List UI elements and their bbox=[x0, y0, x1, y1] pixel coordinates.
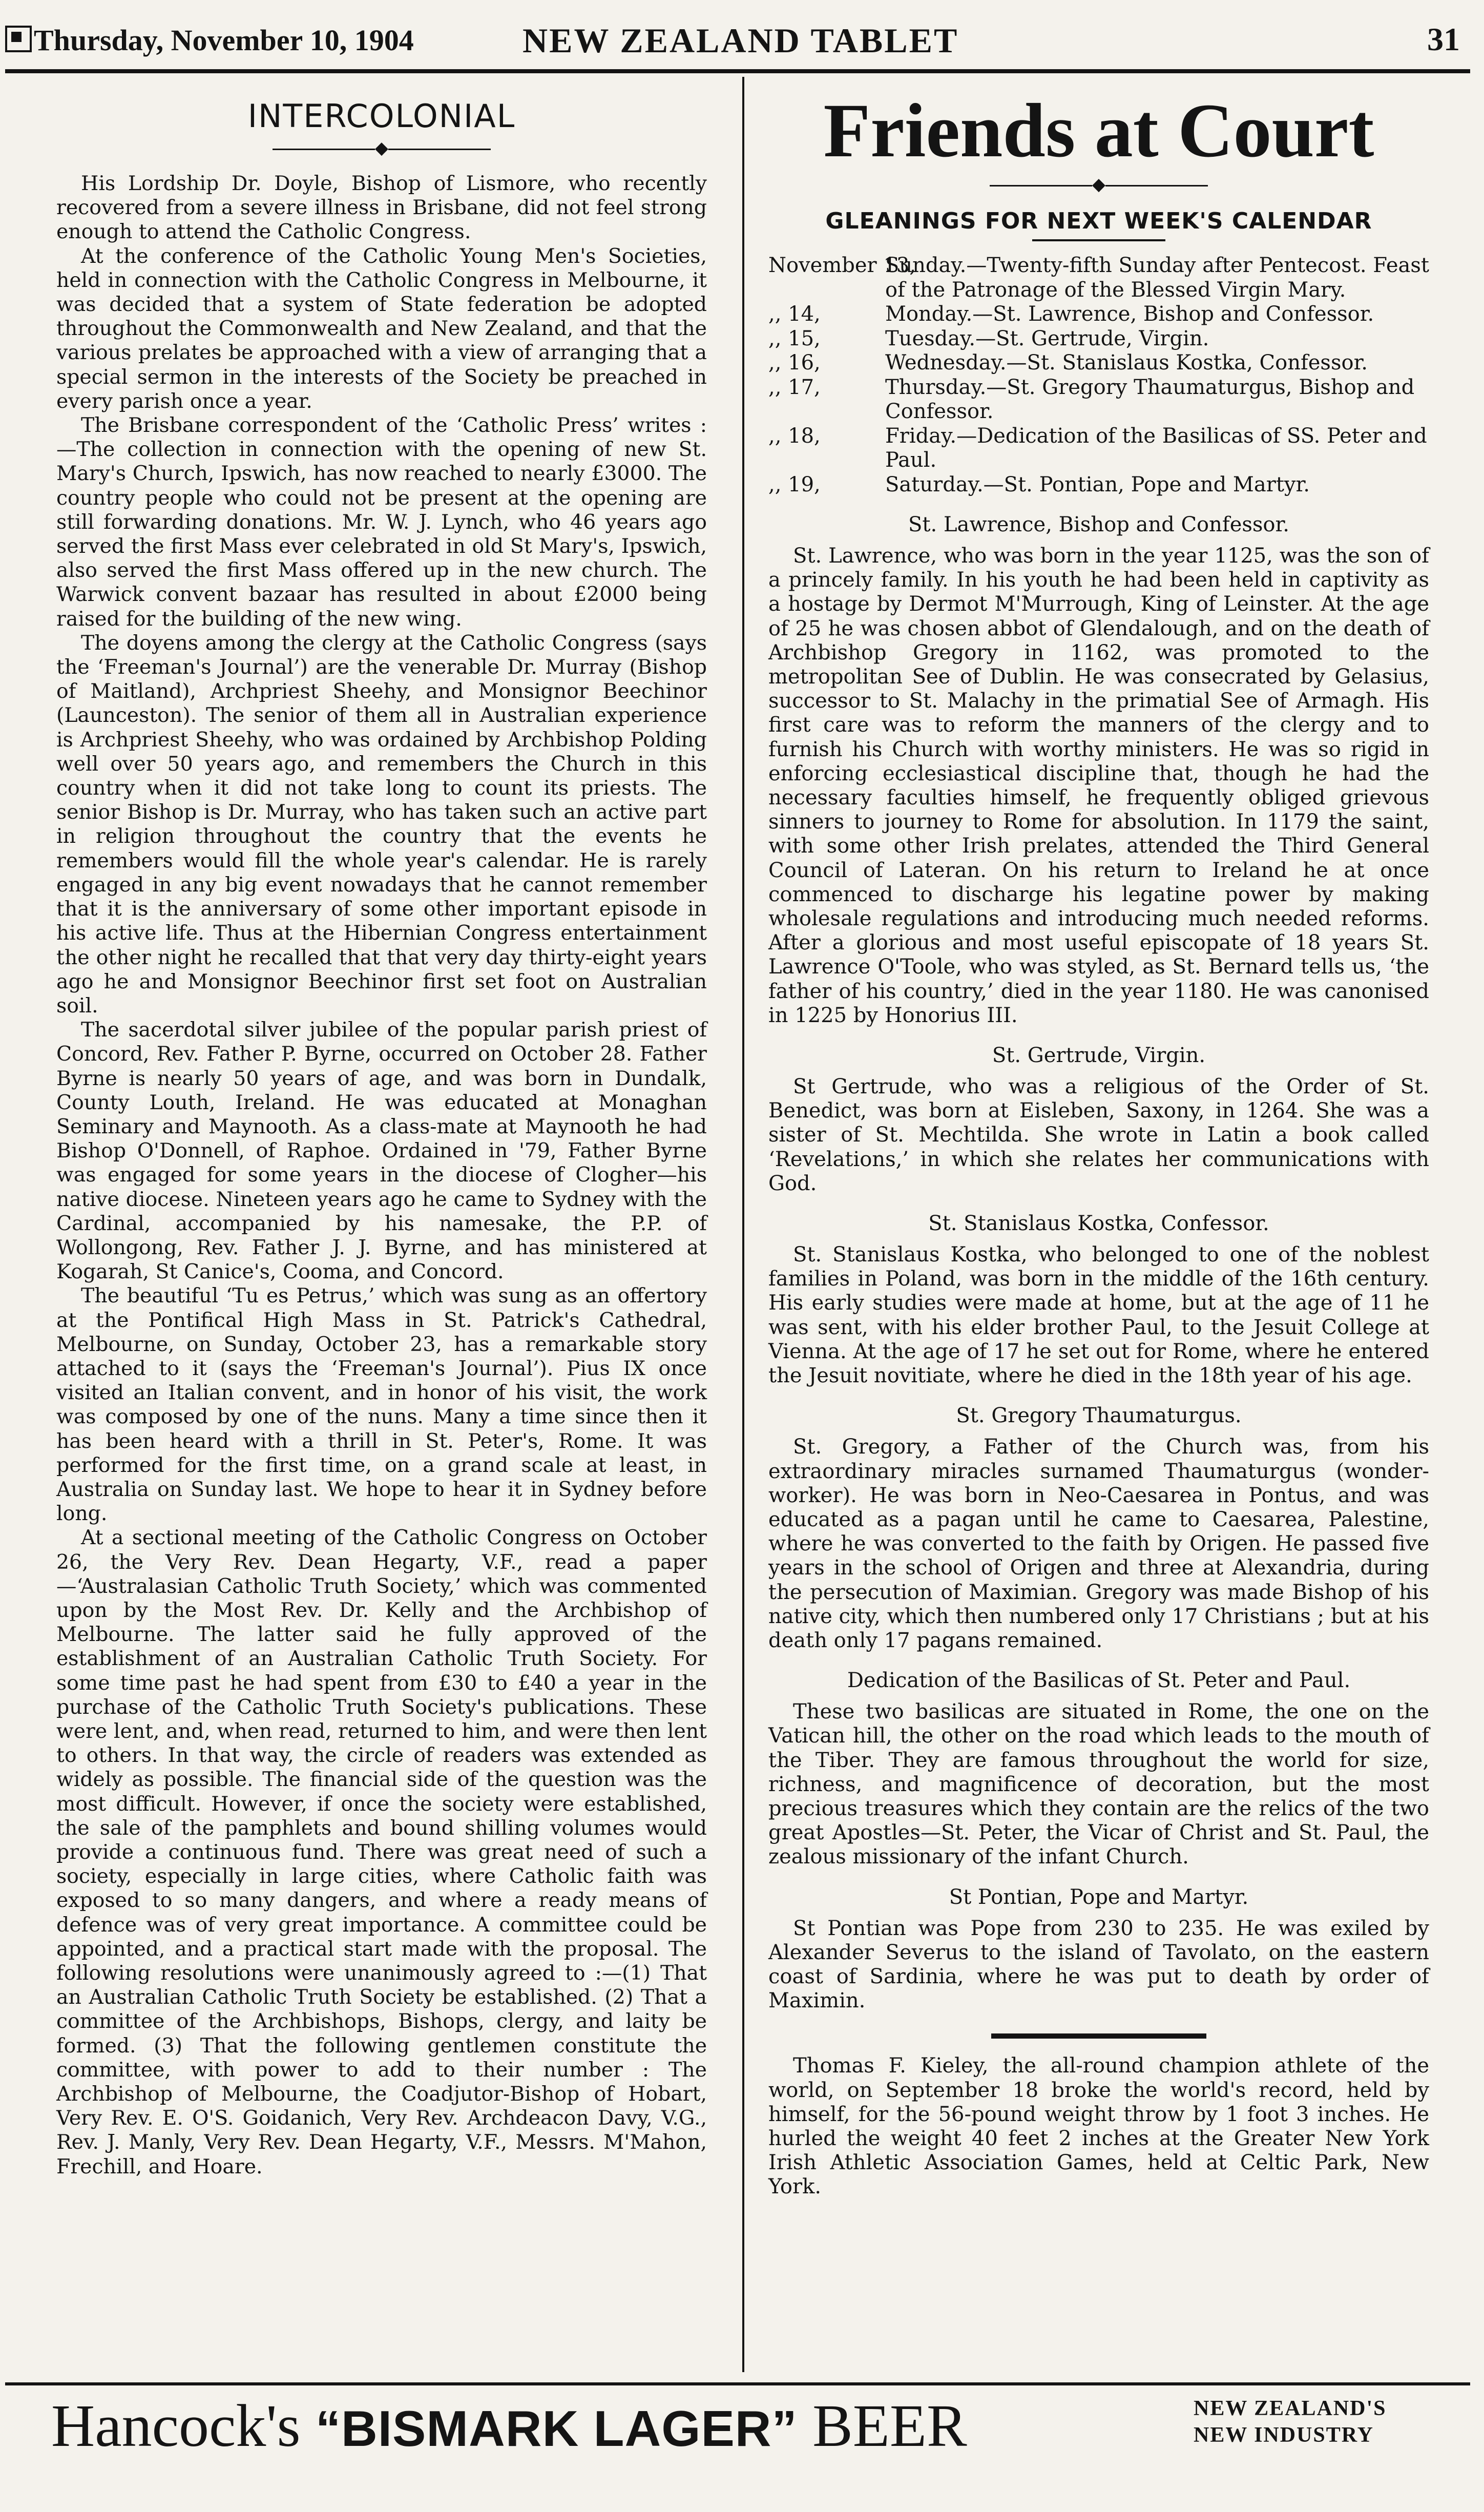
calendar-entry bbox=[768, 376, 1429, 424]
section-heading: Friends at Court bbox=[823, 88, 1374, 173]
section-heading: INTERCOLONIAL bbox=[247, 97, 516, 135]
advert-tagline-line: NEW ZEALAND'S bbox=[1194, 2397, 1387, 2420]
calendar-text: Saturday.—St. Pontian, Pope and Martyr. bbox=[885, 472, 1310, 496]
footer-rule bbox=[5, 2382, 1470, 2385]
calendar-list bbox=[768, 254, 1429, 497]
advert-line bbox=[51, 2390, 967, 2464]
saint-paragraph: These two basilicas are situated in Rome, the one on the Vatican hill, the other on the road which leads to the mouth of the Tiber. They are famous throughout the world for size, richness, and magnificence of decoration, but the most precious treasures which they contain are the relics of the two great Apostles—St. Peter, the Vicar of Christ and St. Paul, the zealous missionary of the infant Church. bbox=[768, 1700, 1429, 1869]
issue-date: Thursday, November 10, 1904 bbox=[5, 23, 414, 57]
calendar-entry bbox=[768, 473, 1429, 497]
calendar-entry bbox=[768, 302, 1429, 327]
saint-heading: St. Lawrence, Bishop and Confessor. bbox=[908, 513, 1289, 536]
calendar-text: Wednesday.—St. Stanislaus Kostka, Confessor. bbox=[885, 351, 1368, 375]
article-paragraph: The Brisbane correspondent of the ‘Catholic Press’ writes :—The collection in connection with the opening of new St. Mary's Church, Ipswich, has now reached to nearly £3000. The country people who could not be present at the opening are still forwarding donations. Mr. W. J. Lynch, who 46 years ago served the first Mass ever celebrated in old St Mary's, Ipswich, also served the first Mass offered up in the new church. The Warwick convent bazaar has resulted in about £2000 being raised for the building of the new wing. bbox=[56, 413, 707, 631]
diamond-ornament-icon: ◆ bbox=[768, 174, 1429, 195]
beer-advertisement bbox=[51, 2390, 1434, 2462]
article-paragraph: The beautiful ‘Tu es Petrus,’ which was sung as an offertory at the Pontifical High Mass in St. Patrick's Cathedral, Melbourne, on Sunday, October 23, has a remarkable story attached to it (says the ‘Freeman's Journal’). Pius IX once visited an Italian convent, and in honor of his visit, the work was composed by one of the nuns. Many a time since then it has been heard with a thrill in St. Peter's, Rome. It was performed for the first time, on a grand scale at least, in Australia on Sunday last. We hope to hear it in Sydney before long. bbox=[56, 1284, 707, 1526]
advert-tagline-line: NEW INDUSTRY bbox=[1194, 2423, 1374, 2447]
article-paragraph: The doyens among the clergy at the Catholic Congress (says the ‘Freeman's Journal’) are the venerable Dr. Murray (Bishop of Maitland), Archpriest Sheehy, and Monsignor Beechinor (Launceston). The senior of them all in Australian experience is Archpriest Sheehy, who was ordained by Archbishop Polding well over 50 years ago, and remembers the Church in this country when it did not take long to count its priests. The senior Bishop is Dr. Murray, who has taken such an active part in religion throughout the country that the events he remembers would fill the whole year's calendar. He is rarely engaged in any big event nowadays that he cannot remember that it is the anniversary of some other important episode in his active life. Thus at the Hibernian Congress entertainment the other night he recalled that that very day thirty-eight years ago he and Monsignor Beechinor first set foot on Australian soil. bbox=[56, 631, 707, 1018]
saint-heading: St Pontian, Pope and Martyr. bbox=[949, 1885, 1249, 1909]
intercolonial-column bbox=[56, 82, 707, 2179]
saint-paragraph: St Pontian was Pope from 230 to 235. He was exiled by Alexander Severus to the island of Tavolato, on the eastern coast of Sardinia, where he was put to death by order of Maximin. bbox=[768, 1916, 1429, 2013]
saint-paragraph: St. Gregory, a Father of the Church was, from his extraordinary miracles surnamed Thaumaturgus (wonder-worker). He was born in Neo-Caesarea in Pontus, and was educated as a pagan until he came to Caesarea, Palestine, where he was converted to the faith by Origen. He passed five years in the school of Origen and three at Alexandria, during the persecution of Maximian. Gregory was made Bishop of his native city, which then numbered only 17 Christians ; but at his death only 17 pagans remained. bbox=[768, 1435, 1429, 1652]
calendar-text: Sunday.—Twenty-fifth Sunday after Pentecost. Feast of the Patronage of the Blessed Virgin Mary. bbox=[885, 254, 1429, 302]
calendar-date: ,, 18, bbox=[768, 424, 821, 448]
calendar-text: Tuesday.—St. Gertrude, Virgin. bbox=[885, 326, 1209, 350]
saint-paragraph: St Gertrude, who was a religious of the Order of St. Benedict, was born at Eisleben, Saxony, in 1264. She was a sister of St. Mechtilda. She wrote in Latin a book called ‘Revelations,’ in which she relates her communications with God. bbox=[768, 1075, 1429, 1195]
ornament-icon bbox=[5, 26, 32, 52]
diamond-ornament-icon: ◆ bbox=[56, 138, 707, 158]
advert-suffix: BEER bbox=[812, 2392, 967, 2459]
column-divider bbox=[742, 77, 744, 2372]
calendar-text: Friday.—Dedication of the Basilicas of SS. Peter and Paul. bbox=[885, 424, 1427, 472]
advert-prefix: Hancock's bbox=[51, 2392, 301, 2459]
calendar-entry bbox=[768, 351, 1429, 376]
saint-paragraph: St. Stanislaus Kostka, who belonged to one of the noblest families in Poland, was born in the middle of the 16th century. His early studies were made at home, but at the age of 11 he was sent, with his elder brother Paul, to the Jesuit College at Vienna. At the age of 17 he set out for Rome, where he entered the Jesuit novitiate, where he died in the 18th year of his age. bbox=[768, 1243, 1429, 1388]
masthead-rule bbox=[5, 69, 1470, 73]
article-paragraph: His Lordship Dr. Doyle, Bishop of Lismore, who recently recovered from a severe illness in Brisbane, did not feel strong enough to attend the Catholic Congress. bbox=[56, 172, 707, 244]
calendar-date: ,, 15, bbox=[768, 326, 821, 350]
calendar-date: ,, 17, bbox=[768, 375, 821, 399]
calendar-date: ,, 14, bbox=[768, 302, 821, 326]
friends-at-court-column bbox=[768, 82, 1429, 2199]
saint-paragraph: St. Lawrence, who was born in the year 1125, was the son of a princely family. In his youth he had been held in captivity as a hostage by Dermot M'Murrough, King of Leinster. At the age of 25 he was chosen abbot of Glendalough, and on the death of Archbishop Gregory in 1162, was promoted to the metropolitan See of Dublin. He was consecrated by Gelasius, successor to St. Malachy in the primatial See of Armagh. His first care was to reform the manners of the clergy and to furnish his Church with worthy ministers. He was so rigid in enforcing ecclesiastical discipline that, though he had the necessary faculties himself, he frequently obliged grievous sinners to journey to Rome for absolution. In 1179 the saint, with some other Irish prelates, attended the Third General Council of Lateran. On his return to Ireland he at once commenced to discharge his legatine power by making wholesale regulations and introducing much needed reforms. After a glorious and most useful episcopate of 18 years St. Lawrence O'Toole, who was styled, as St. Bernard tells us, ‘the father of his country,’ died in the year 1180. He was canonised in 1225 by Honorius III. bbox=[768, 544, 1429, 1027]
calendar-date: ,, 19, bbox=[768, 472, 821, 496]
calendar-date: November 13, bbox=[768, 254, 916, 277]
news-item-paragraph: Thomas F. Kieley, the all-round champion athlete of the world, on September 18 broke the world's record, held by himself, for the 56-pound weight throw by 1 foot 3 inches. He hurled the weight 40 feet 2 inches at the Greater New York Irish Athletic Association Games, held at Celtic Park, New York. bbox=[768, 2054, 1429, 2199]
calendar-entry bbox=[768, 327, 1429, 351]
calendar-subheading: GLEANINGS FOR NEXT WEEK'S CALENDAR bbox=[825, 208, 1372, 234]
calendar-entry bbox=[768, 424, 1429, 473]
calendar-entry bbox=[768, 254, 1429, 302]
calendar-date: ,, 16, bbox=[768, 351, 821, 375]
masthead bbox=[5, 18, 1470, 64]
advert-tagline bbox=[1194, 2395, 1386, 2448]
newspaper-title: NEW ZEALAND TABLET bbox=[522, 21, 959, 60]
article-paragraph: At the conference of the Catholic Young Men's Societies, held in connection with the Catholic Congress in Melbourne, it was decided that a system of State federation be adopted throughout the Commonwealth and New Zealand, and that the various prelates be approached with a view of arranging that a special sermon in the interests of the Society be preached in every parish once a year. bbox=[56, 244, 707, 413]
page-number: 31 bbox=[1427, 21, 1460, 57]
saint-heading: St. Gertrude, Virgin. bbox=[992, 1044, 1206, 1068]
calendar-text: Thursday.—St. Gregory Thaumaturgus, Bishop and Confessor. bbox=[885, 375, 1415, 423]
divider bbox=[991, 2033, 1206, 2039]
saint-heading: St. Stanislaus Kostka, Confessor. bbox=[928, 1212, 1269, 1236]
saint-heading: Dedication of the Basilicas of St. Peter and Paul. bbox=[847, 1669, 1351, 1693]
article-paragraph: The sacerdotal silver jubilee of the popular parish priest of Concord, Rev. Father P. Byrne, occurred on October 28. Father Byrne is nearly 50 years of age, and was born in Dundalk, County Louth, Ireland. He was educated at Monaghan Seminary and Maynooth. As a class-mate at Maynooth he had Bishop O'Donnell, of Raphoe. Ordained in '79, Father Byrne was engaged for some years in the diocese of Clogher—his native diocese. Nineteen years ago he came to Sydney with the Cardinal, accompanied by his namesake, the P.P. of Wollongong, Rev. Father J. J. Byrne, and has ministered at Kogarah, St Canice's, Cooma, and Concord. bbox=[56, 1018, 707, 1284]
divider bbox=[1032, 239, 1165, 241]
article-paragraph: At a sectional meeting of the Catholic Congress on October 26, the Very Rev. Dean Hegarty, V.F., read a paper—‘Australasian Catholic Truth Society,’ which was commented upon by the Most Rev. Dr. Kelly and the Archbishop of Melbourne. The latter said he fully approved of the establishment of an Australian Catholic Truth Society. For some time past he had spent from £30 to £40 a year in the purchase of the Catholic Truth Society's publications. These were lent, and, when read, returned to him, and were then lent to others. In that way, the circle of readers was extended as widely as possible. The financial side of the question was the most difficult. However, if once the society were established, the sale of the pamphlets and bound shilling volumes would provide a continuous fund. There was great need of such a society, especially in large cities, where Catholic faith was exposed to so many dangers, and where a ready means of defence was of very great importance. A committee could be appointed, and a practical start made with the proposal. The following resolutions were unanimously agreed to :—(1) That an Australian Catholic Truth Society be established. (2) That a committee of the Archbishops, Bishops, clergy, and laity be formed. (3) That the following gentlemen constitute the committee, with power to add to their number : The Archbishop of Melbourne, the Coadjutor-Bishop of Hobart, Very Rev. E. O'S. Goidanich, Very Rev. Archdeacon Davy, V.G., Rev. J. Manly, Very Rev. Dean Hegarty, V.F., Messrs. M'Mahon, Frechill, and Hoare. bbox=[56, 1526, 707, 2178]
advert-brand: “BISMARK LAGER” bbox=[316, 2400, 798, 2457]
calendar-text: Monday.—St. Lawrence, Bishop and Confessor. bbox=[885, 302, 1374, 326]
saint-heading: St. Gregory Thaumaturgus. bbox=[956, 1404, 1242, 1428]
